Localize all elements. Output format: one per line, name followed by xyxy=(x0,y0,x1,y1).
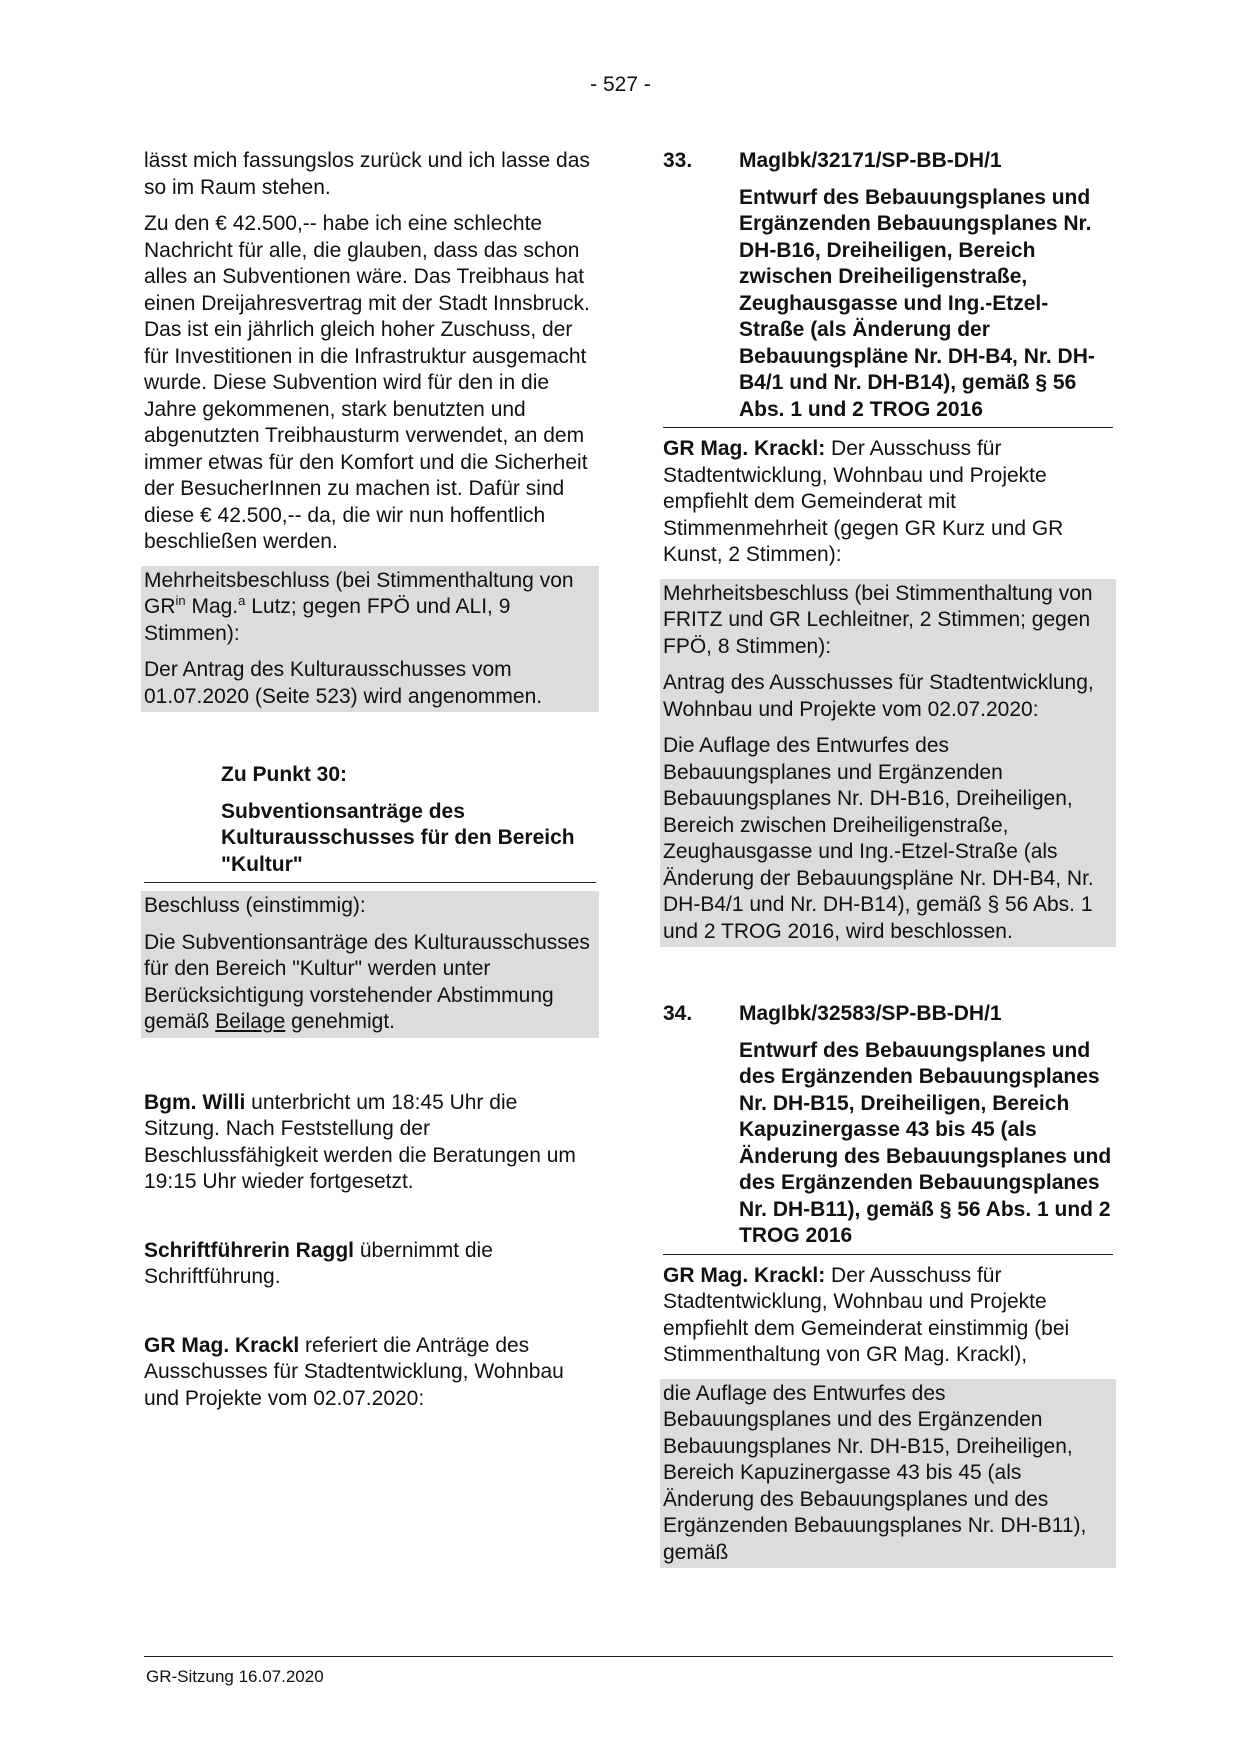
paragraph: GR Mag. Krackl: Der Ausschuss für Stadtentwicklung, Wohnbau und Projekte empfiehlt dem Gemeinderat mit Stimmenmehrheit (gegen GR Kurz und GR Kunst, 2 Stimmen): xyxy=(663,437,1064,566)
resolution-text: Die Subventionsanträge des Kulturausschusses für den Bereich "Kultur" werden unter Berücksichtigung vorstehender Abstimmung gemäß Beilage genehmigt. xyxy=(144,930,590,1033)
page-number: - 527 - xyxy=(590,73,651,96)
item-title: Entwurf des Bebauungsplanes und Ergänzenden Bebauungsplanes Nr. DH-B16, Dreiheiligen, Bereich zwischen Dreiheiligenstraße, Zeughausgasse und Ing.-Etzel-Straße (als Änderung der Bebauungspläne Nr. DH-B4, Nr. DH-B4/1 und Nr. DH-B14), gemäß § 56 Abs. 1 und 2 TROG 2016 xyxy=(739,185,1095,421)
paragraph: lässt mich fassungslos zurück und ich lasse das so im Raum stehen. xyxy=(144,149,590,199)
item-number: 33. xyxy=(663,149,693,172)
resolution-box xyxy=(660,579,1116,948)
resolution-text: die Auflage des Entwurfes des Bebauungsplanes und des Ergänzenden Bebauungsplanes Nr. DH-B15, Dreiheiligen, Bereich Kapuzinergasse 43 bis 45 (als Änderung des Bebauungsplanes und des Ergänzenden Bebauungsplanes Nr. DH-B11), gemäß xyxy=(663,1381,1087,1564)
right-column xyxy=(663,148,1113,1568)
paragraph: Zu den € 42.500,-- habe ich eine schlechte Nachricht für alle, die glauben, dass das schon alles an Subventionen wäre. Das Treibhaus hat einen Dreijahresvertrag mit der Stadt Innsbruck. Das ist ein jährlich gleich hoher Zuschuss, der für Investitionen in die Infrastruktur ausgemacht wurde. Diese Subvention wird für den in die Jahre gekommenen, stark benutzten und abgenutzten Treibhausturm verwendet, an dem immer etwas für den Komfort und die Sicherheit der BesucherInnen zu machen ist. Dafür sind diese € 42.500,-- da, die wir nun hoffentlich beschließen werden. xyxy=(144,212,590,553)
resolution-vote: Beschluss (einstimmig): xyxy=(144,894,366,917)
resolution-vote: Mehrheitsbeschluss (bei Stimmenthaltung von FRITZ und GR Lechleitner, 2 Stimmen; gegen FPÖ, 8 Stimmen): xyxy=(663,581,1093,658)
resolution-box xyxy=(141,566,599,713)
agenda-heading xyxy=(144,762,596,878)
divider xyxy=(663,427,1113,428)
item-code: MagIbk/32583/SP-BB-DH/1 xyxy=(739,1002,1002,1025)
beilage-link[interactable]: Beilage xyxy=(215,1010,286,1033)
divider xyxy=(663,1254,1113,1255)
resolution-vote: Mehrheitsbeschluss (bei Stimmenthaltung von $GR^{in}$ Mag.$^a$ Lutz; gegen FPÖ und ALI, 9 Stimmen): xyxy=(144,568,574,645)
item-header xyxy=(663,1001,1113,1028)
footer-divider xyxy=(144,1656,1113,1657)
resolution-text: Der Antrag des Kulturausschusses vom 01.07.2020 (Seite 523) wird angenommen. xyxy=(144,658,543,708)
item-title: Entwurf des Bebauungsplanes und des Ergänzenden Bebauungsplanes Nr. DH-B15, Dreiheiligen, Bereich Kapuzinergasse 43 bis 45 (als Änderung des Bebauungsplanes und des Ergänzenden Bebauungsplanes Nr. DH-B11), gemäß § 56 Abs. 1 und 2 TROG 2016 xyxy=(739,1038,1112,1247)
paragraph: Bgm. Willi unterbricht um 18:45 Uhr die Sitzung. Nach Feststellung der Beschlussfähigkeit werden die Beratungen um 19:15 Uhr wieder fortgesetzt. xyxy=(144,1090,576,1193)
resolution-text: Antrag des Ausschusses für Stadtentwicklung, Wohnbau und Projekte vom 02.07.2020: xyxy=(663,671,1094,721)
item-code: MagIbk/32171/SP-BB-DH/1 xyxy=(739,149,1002,172)
resolution-text: Die Auflage des Entwurfes des Bebauungsplanes und Ergänzenden Bebauungsplanes Nr. DH-B16, Dreiheiligen, Bereich zwischen Dreiheiligenstraße, Zeughausgasse und Ing.-Etzel-Straße (als Änderung der Bebauungspläne Nr. DH-B4, Nr. DH-B4/1 und Nr. DH-B14), gemäß § 56 Abs. 1 und 2 TROG 2016, wird beschlossen. xyxy=(663,734,1094,943)
left-column xyxy=(144,148,596,1422)
resolution-box xyxy=(141,891,599,1038)
paragraph: GR Mag. Krackl referiert die Anträge des Ausschusses für Stadtentwicklung, Wohnbau und Projekte vom 02.07.2020: xyxy=(144,1333,564,1410)
item-header xyxy=(663,148,1113,175)
paragraph: Schriftführerin Raggl übernimmt die Schriftführung. xyxy=(144,1238,493,1288)
agenda-title: Subventionsanträge des Kulturausschusses für den Bereich "Kultur" xyxy=(221,799,575,876)
item-number: 34. xyxy=(663,1002,693,1025)
agenda-label: Zu Punkt 30: xyxy=(221,763,348,786)
footer: GR-Sitzung 16.07.2020 xyxy=(146,1667,324,1686)
divider xyxy=(144,882,596,883)
paragraph: GR Mag. Krackl: Der Ausschuss für Stadtentwicklung, Wohnbau und Projekte empfiehlt dem Gemeinderat einstimmig (bei Stimmenthaltung von GR Mag. Krackl), xyxy=(663,1263,1070,1366)
resolution-box xyxy=(660,1379,1116,1569)
